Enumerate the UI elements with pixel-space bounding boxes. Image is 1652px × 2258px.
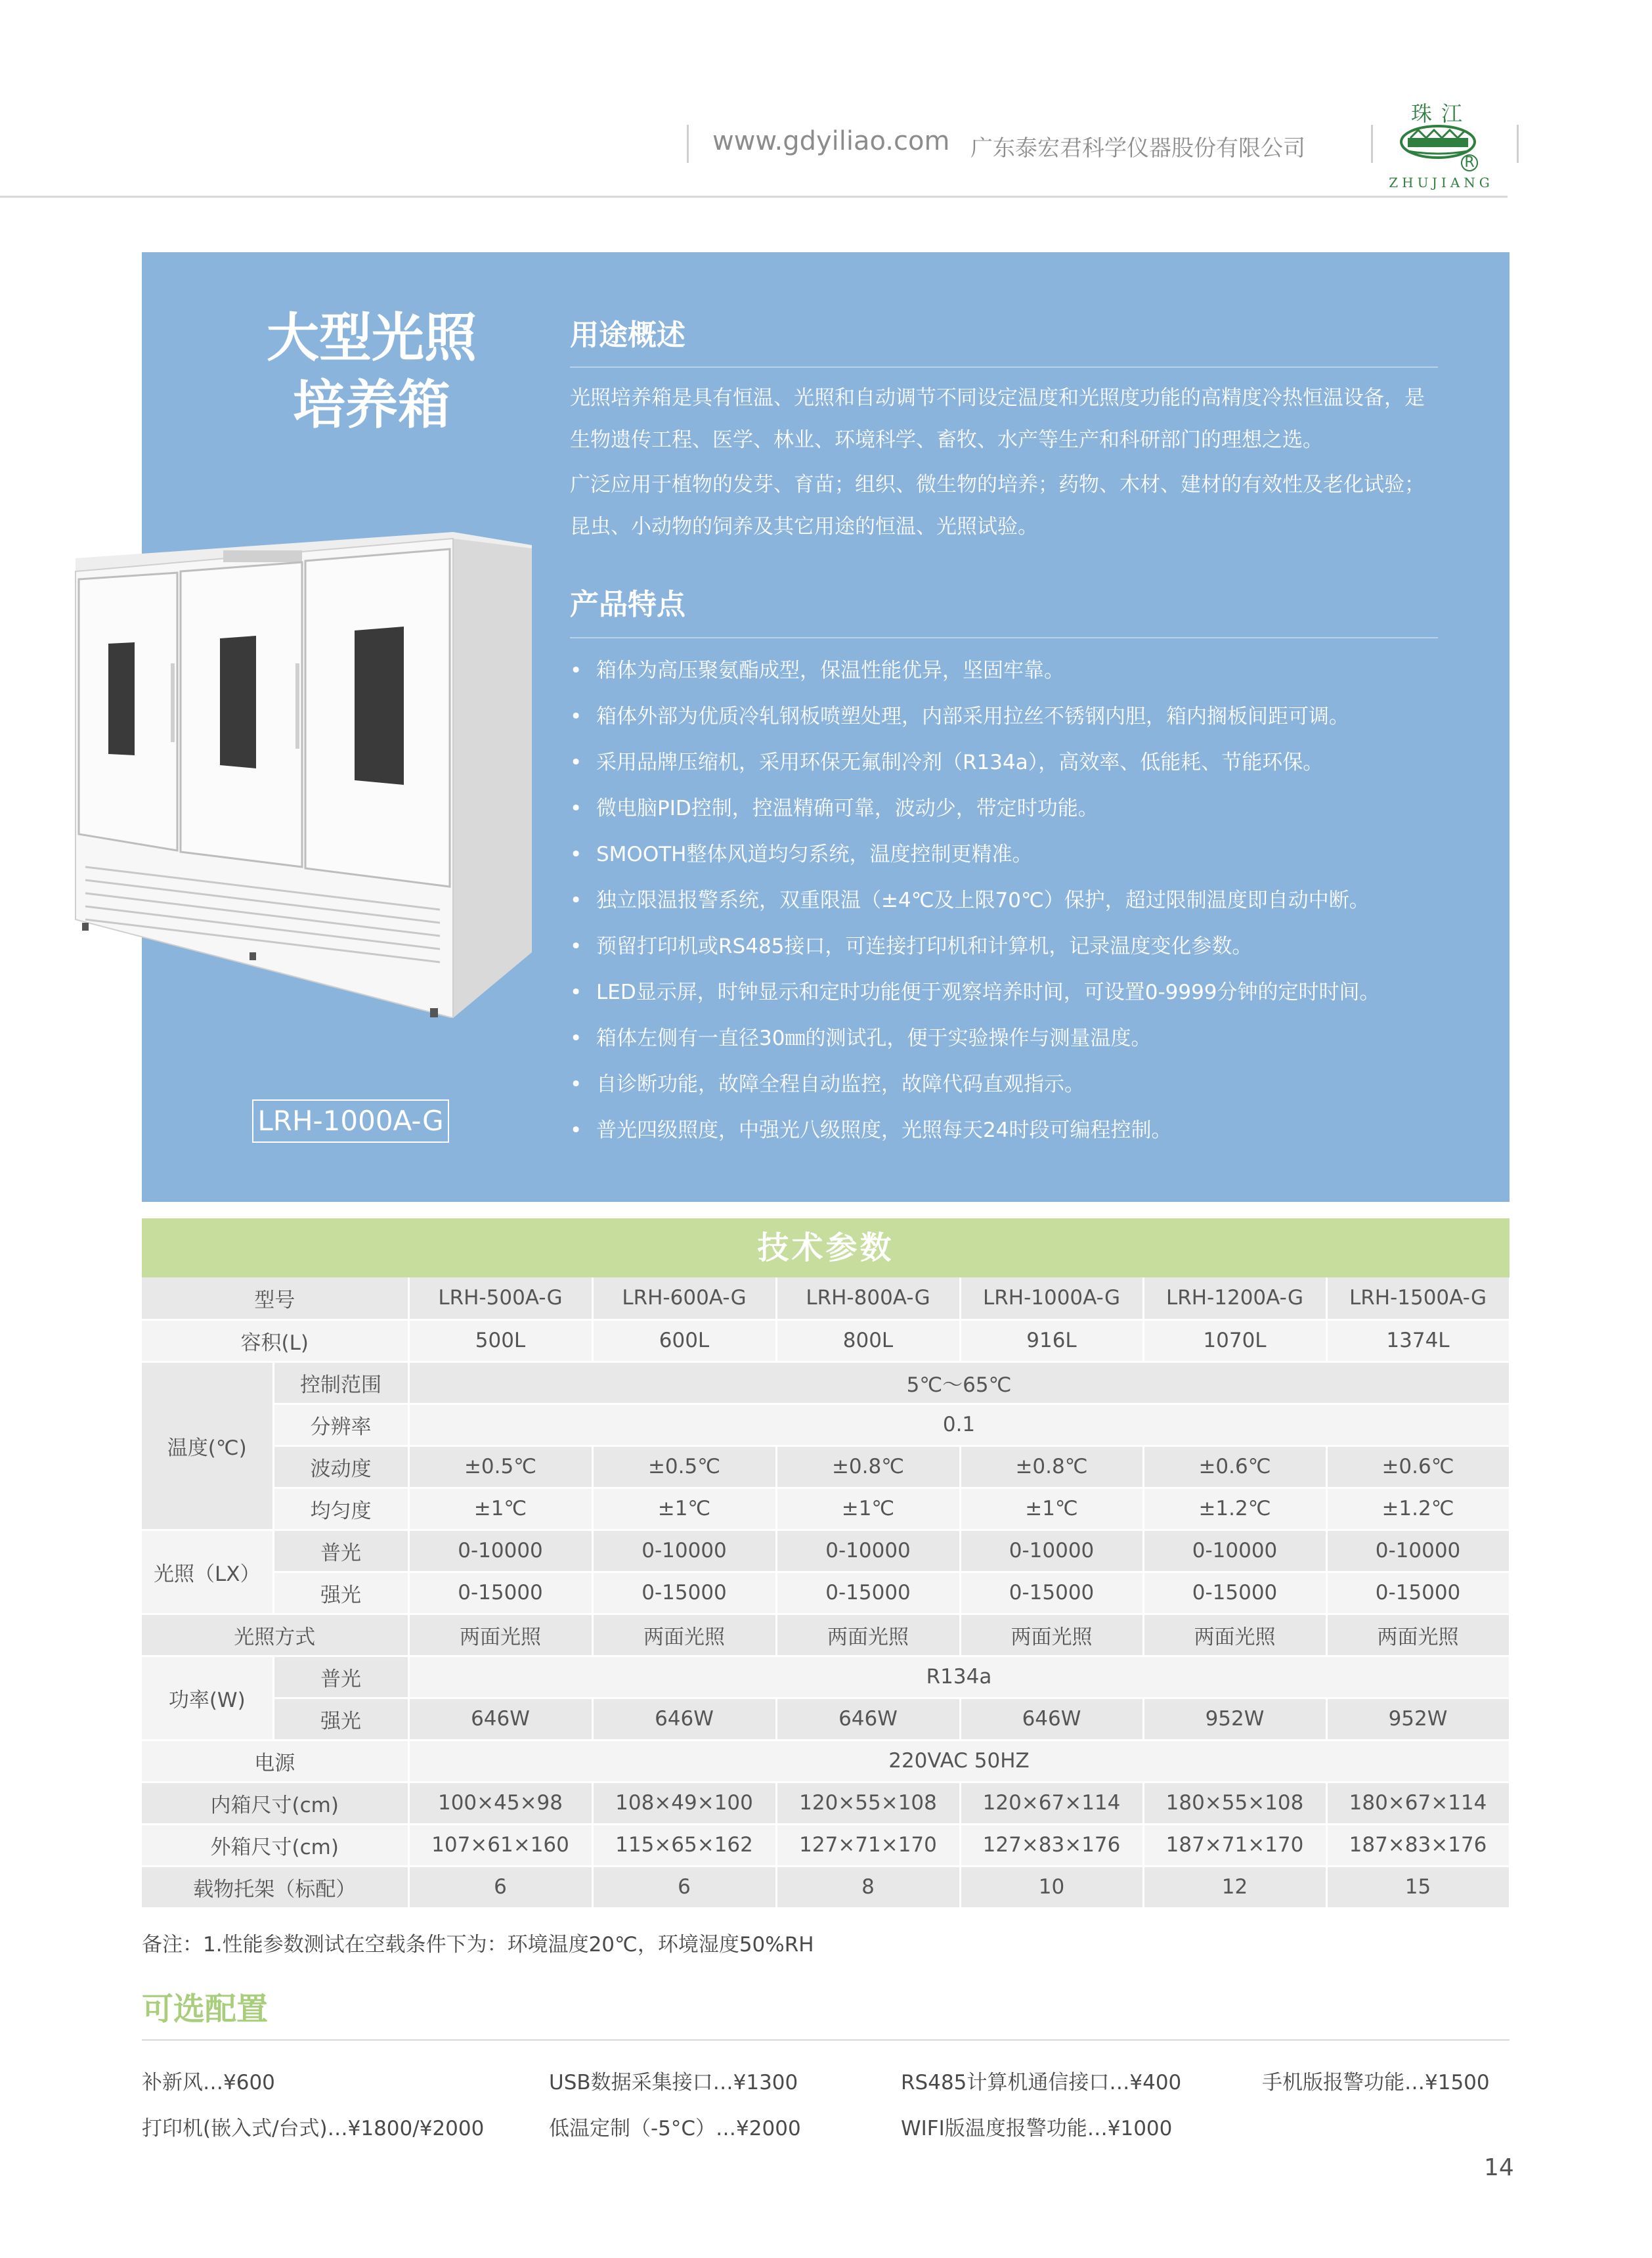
option-item: 补新风…¥600 <box>142 2071 275 2094</box>
table-row-power-strong <box>142 1698 1510 1740</box>
row-group-label: 光照（LX） <box>142 1530 273 1614</box>
cell: 646W <box>592 1698 776 1740</box>
cell: 5℃～65℃ <box>408 1361 1510 1404</box>
cell: 0-15000 <box>592 1572 776 1614</box>
feature-item: • 箱体左侧有一直径30㎜的测试孔，便于实验操作与测量温度。 <box>570 1015 1489 1061</box>
row-group-label: 功率(W) <box>142 1656 273 1740</box>
cell: 1070L <box>1143 1319 1326 1361</box>
usage-paragraph-2: 广泛应用于植物的发芽、育苗；组织、微生物的培养；药物、木材、建材的有效性及老化试验；昆虫、小动物的饲养及其它用途的恒温、光照试验。 <box>570 473 1425 539</box>
row-group-label: 温度(℃) <box>142 1361 273 1530</box>
product-model-label: LRH-1000A-G <box>252 1099 449 1143</box>
cell: 180×67×114 <box>1326 1782 1510 1824</box>
cell: 0-10000 <box>960 1530 1143 1572</box>
table-row-temp-range <box>142 1361 1510 1404</box>
cell: 0-15000 <box>1326 1572 1510 1614</box>
website-url[interactable]: www.gdyiliao.com <box>712 126 950 156</box>
feature-item: • 箱体为高压聚氨酯成型，保温性能优异，坚固牢靠。 <box>570 648 1489 694</box>
cell: 12 <box>1143 1866 1326 1908</box>
row-label: 普光 <box>273 1656 408 1698</box>
cell: ±0.6℃ <box>1143 1446 1326 1488</box>
cell: 107×61×160 <box>408 1824 592 1866</box>
row-label: 容积(L) <box>142 1319 408 1361</box>
row-label: 载物托架（标配） <box>142 1866 408 1908</box>
cell: 0-15000 <box>408 1572 592 1614</box>
cell: 两面光照 <box>776 1614 960 1656</box>
row-label: 分辨率 <box>273 1404 408 1446</box>
product-title-line1: 大型光照 <box>267 307 477 368</box>
row-label: 波动度 <box>273 1446 408 1488</box>
cell: 0-10000 <box>592 1530 776 1572</box>
cell: 127×71×170 <box>776 1824 960 1866</box>
option-item: USB数据采集接口…¥1300 <box>549 2071 798 2094</box>
feature-item: • SMOOTH整体风道均匀系统，温度控制更精准。 <box>570 831 1489 877</box>
features-heading-rule <box>570 637 1438 638</box>
table-row-supply <box>142 1740 1510 1782</box>
cell: 952W <box>1326 1698 1510 1740</box>
cell: 187×83×176 <box>1326 1824 1510 1866</box>
features-heading: 产品特点 <box>570 588 685 621</box>
cell: 0.1 <box>408 1404 1510 1446</box>
feature-item: • LED显示屏，时钟显示和定时功能便于观察培养时间，可设置0-9999分钟的定时时间。 <box>570 969 1489 1015</box>
cell: 6 <box>592 1866 776 1908</box>
cell: 0-15000 <box>1143 1572 1326 1614</box>
cell: 108×49×100 <box>592 1782 776 1824</box>
table-row-fluctuation <box>142 1446 1510 1488</box>
cell: ±0.8℃ <box>776 1446 960 1488</box>
feature-item: • 微电脑PID控制，控温精确可靠，波动少，带定时功能。 <box>570 786 1489 831</box>
cell: ±1.2℃ <box>1326 1488 1510 1530</box>
cell: 0-10000 <box>1326 1530 1510 1572</box>
table-row-light-strong <box>142 1572 1510 1614</box>
row-label: 光照方式 <box>142 1614 408 1656</box>
cell: 800L <box>776 1319 960 1361</box>
table-row-model <box>142 1277 1510 1319</box>
cell: R134a <box>408 1656 1510 1698</box>
cell: LRH-800A-G <box>776 1277 960 1319</box>
row-label: 电源 <box>142 1740 408 1782</box>
cell: 115×65×162 <box>592 1824 776 1866</box>
logo-english-text: ZHUJIANG <box>1389 175 1494 190</box>
cell: 15 <box>1326 1866 1510 1908</box>
table-row-light-normal <box>142 1530 1510 1572</box>
cell: ±0.6℃ <box>1326 1446 1510 1488</box>
row-label: 内箱尺寸(cm) <box>142 1782 408 1824</box>
table-row-inner-size <box>142 1782 1510 1824</box>
header-separator-end <box>1517 125 1519 163</box>
usage-heading: 用途概述 <box>570 319 685 352</box>
cell: 127×83×176 <box>960 1824 1143 1866</box>
cell: 两面光照 <box>960 1614 1143 1656</box>
header-separator-left <box>687 125 689 163</box>
cell: 0-15000 <box>960 1572 1143 1614</box>
spec-table <box>142 1277 1511 1909</box>
cell: 952W <box>1143 1698 1326 1740</box>
product-title <box>221 305 523 439</box>
zhujiang-logo <box>1385 97 1497 189</box>
option-item: 低温定制（-5°C）…¥2000 <box>549 2117 801 2140</box>
cell: ±0.5℃ <box>408 1446 592 1488</box>
cell: 0-10000 <box>776 1530 960 1572</box>
cell: LRH-1200A-G <box>1143 1277 1326 1319</box>
spec-footnote: 备注：1.性能参数测试在空载条件下为：环境温度20℃，环境湿度50%RH <box>142 1933 814 1957</box>
cell: 0-15000 <box>776 1572 960 1614</box>
cell: LRH-1500A-G <box>1326 1277 1510 1319</box>
cell: 600L <box>592 1319 776 1361</box>
table-row-volume <box>142 1319 1510 1361</box>
cell: 100×45×98 <box>408 1782 592 1824</box>
cell: 120×67×114 <box>960 1782 1143 1824</box>
features-list <box>570 648 1489 1153</box>
options-divider <box>142 2039 1510 2041</box>
cell: 两面光照 <box>1326 1614 1510 1656</box>
cell: 916L <box>960 1319 1143 1361</box>
row-label: 控制范围 <box>273 1361 408 1404</box>
row-label: 强光 <box>273 1572 408 1614</box>
table-row-uniformity <box>142 1488 1510 1530</box>
feature-item: • 预留打印机或RS485接口，可连接打印机和计算机，记录温度变化参数。 <box>570 923 1489 969</box>
cell: 180×55×108 <box>1143 1782 1326 1824</box>
header-divider <box>0 196 1508 198</box>
cell: 两面光照 <box>1143 1614 1326 1656</box>
header-separator-right <box>1371 125 1373 163</box>
spec-section-title: 技术参数 <box>142 1218 1510 1277</box>
page-number: 14 <box>1484 2154 1514 2181</box>
cell: 120×55×108 <box>776 1782 960 1824</box>
usage-paragraph-1: 光照培养箱是具有恒温、光照和自动调节不同设定温度和光照度功能的高精度冷热恒温设备，是生物遗传工程、医学、林业、环境科学、畜牧、水产等生产和科研部门的理想之选。 <box>570 386 1425 452</box>
logo-chinese-text: 珠江 <box>1410 101 1471 126</box>
cell: 646W <box>960 1698 1143 1740</box>
row-label: 普光 <box>273 1530 408 1572</box>
table-row-power-normal <box>142 1656 1510 1698</box>
cell: 两面光照 <box>408 1614 592 1656</box>
cell: 646W <box>776 1698 960 1740</box>
cell: 646W <box>408 1698 592 1740</box>
row-label: 强光 <box>273 1698 408 1740</box>
feature-item: • 箱体外部为优质冷轧钢板喷塑处理，内部采用拉丝不锈钢内胆，箱内搁板间距可调。 <box>570 694 1489 740</box>
option-item: WIFI版温度报警功能…¥1000 <box>901 2117 1173 2140</box>
row-label: 型号 <box>142 1277 408 1319</box>
feature-item: • 独立限温报警系统，双重限温（±4℃及上限70℃）保护，超过限制温度即自动中断。 <box>570 877 1489 923</box>
cell: LRH-600A-G <box>592 1277 776 1319</box>
company-name: 广东泰宏君科学仪器股份有限公司 <box>970 135 1305 162</box>
cell: ±0.8℃ <box>960 1446 1143 1488</box>
usage-heading-rule <box>570 366 1438 368</box>
feature-item: • 自诊断功能，故障全程自动监控，故障代码直观指示。 <box>570 1061 1489 1107</box>
option-item: RS485计算机通信接口…¥400 <box>901 2071 1182 2094</box>
cell: 0-10000 <box>1143 1530 1326 1572</box>
cell: 0-10000 <box>408 1530 592 1572</box>
cell: 8 <box>776 1866 960 1908</box>
cell: 220VAC 50HZ <box>408 1740 1510 1782</box>
row-label: 均匀度 <box>273 1488 408 1530</box>
table-row-shelves <box>142 1866 1510 1908</box>
registered-mark: R <box>1461 154 1478 171</box>
cell: 187×71×170 <box>1143 1824 1326 1866</box>
cell: ±1℃ <box>776 1488 960 1530</box>
table-row-light-mode <box>142 1614 1510 1656</box>
table-row-outer-size <box>142 1824 1510 1866</box>
feature-item: • 普光四级照度，中强光八级照度，光照每天24时段可编程控制。 <box>570 1107 1489 1153</box>
cell: LRH-1000A-G <box>960 1277 1143 1319</box>
option-item: 打印机(嵌入式/台式)…¥1800/¥2000 <box>142 2117 485 2140</box>
option-item: 手机版报警功能…¥1500 <box>1262 2071 1490 2094</box>
cell: ±1℃ <box>960 1488 1143 1530</box>
cell: ±0.5℃ <box>592 1446 776 1488</box>
cell: 6 <box>408 1866 592 1908</box>
cell: LRH-500A-G <box>408 1277 592 1319</box>
cell: ±1.2℃ <box>1143 1488 1326 1530</box>
cell: 10 <box>960 1866 1143 1908</box>
table-row-resolution <box>142 1404 1510 1446</box>
cell: 两面光照 <box>592 1614 776 1656</box>
cell: ±1℃ <box>408 1488 592 1530</box>
product-title-line2: 培养箱 <box>293 374 450 435</box>
cell: ±1℃ <box>592 1488 776 1530</box>
row-label: 外箱尺寸(cm) <box>142 1824 408 1866</box>
cell: 500L <box>408 1319 592 1361</box>
feature-item: • 采用品牌压缩机，采用环保无氟制冷剂（R134a），高效率、低能耗、节能环保。 <box>570 740 1489 786</box>
options-heading: 可选配置 <box>142 1991 269 2027</box>
incubator-product-image <box>72 525 532 1018</box>
cell: 1374L <box>1326 1319 1510 1361</box>
